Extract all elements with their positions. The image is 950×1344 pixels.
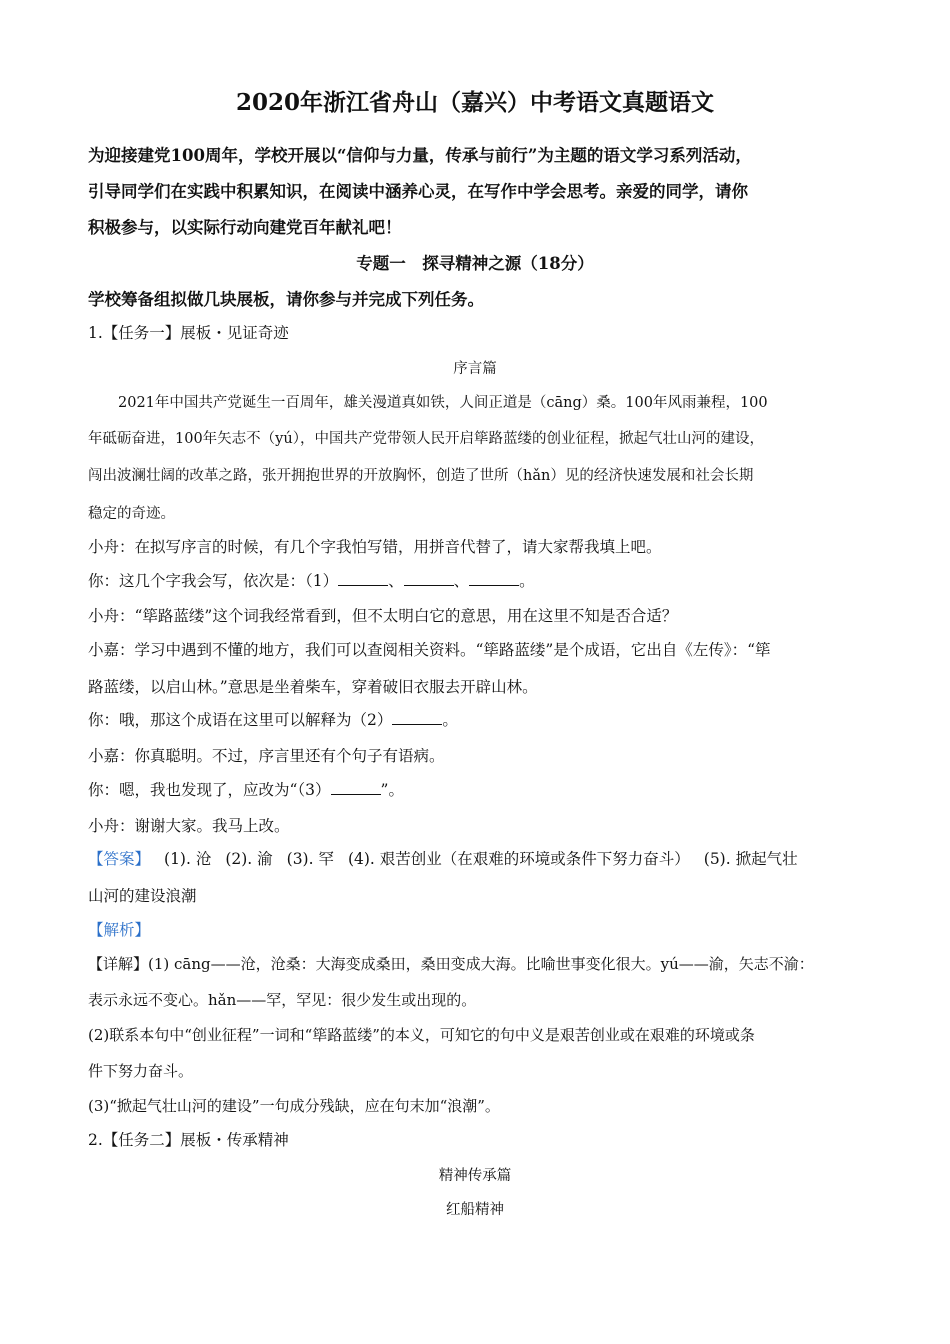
answer-blank-5[interactable] [331,780,381,795]
intro-line-3: 积极参与，以实际行动向建党百年献礼吧！ [88,218,402,237]
dialog-line-6-text: 你：哦，那这个成语在这里可以解释为（2） [88,711,393,729]
line-end-period: 。 [519,572,535,590]
page-title: 2020年浙江省舟山（嘉兴）中考语文真题语文 [235,89,714,116]
dialog-line-6 [88,710,458,730]
dialog-line-3: 小舟：“筚路蓝缕”这个词我经常看到，但不太明白它的意思，用在这里不知是否合适？ [88,607,678,625]
detail-line-1: 【详解】(1) cāng——沧，沧桑：大海变成桑田，桑田变成大海。比喻世事变化很大。yú——渝，矢志不渝： [88,955,814,973]
detail-line-2: 表示永远不变心。hǎn——罕，罕见：很少发生或出现的。 [88,991,477,1009]
answer-blank-3[interactable] [469,571,519,586]
answer-item-2: (2). 渝 [225,850,273,868]
dialog-line-1: 小舟：在拟写序言的时候，有几个字我怕写错，用拼音代替了，请大家帮我填上吧。 [88,538,662,556]
dialog-line-4: 小嘉：学习中遇到不懂的地方，我们可以查阅相关资料。“筚路蓝缕”是个成语，它出自《左传》：“筚 [88,641,771,659]
task2-passage-title: 精神传承篇 [438,1168,512,1184]
dialog-line-8 [88,780,404,800]
task1-label: 1.【任务一】展板・见证奇迹 [88,324,289,342]
line-end-period: 。 [442,711,458,729]
answer-item-5: (5). 掀起气壮 [703,850,798,868]
dialog-line-2-text: 你：这几个字我会写，依次是：（1） [88,572,339,590]
task2-label: 2.【任务二】展板・传承精神 [88,1131,289,1149]
answer-line [88,849,798,869]
intro-line-1: 为迎接建党100周年，学校开展以“信仰与力量，传承与前行”为主题的语文学习系列活动， [88,146,752,165]
detail-line-4: 件下努力奋斗。 [88,1062,194,1080]
answer-item-4: (4). 艰苦创业（在艰难的环境或条件下努力奋斗） [347,850,690,868]
dialog-line-7: 小嘉：你真聪明。不过，序言里还有个句子有语病。 [88,747,445,765]
answer-blank-1[interactable] [338,571,388,586]
analysis-tag: 【解析】 [88,921,151,939]
dialog-line-2 [88,571,535,591]
intro-line-2: 引导同学们在实践中积累知识，在阅读中涵养心灵，在写作中学会思考。亲爱的同学，请你 [88,182,748,201]
passage-title: 序言篇 [453,361,497,377]
answer-item-1: (1). 沧 [164,850,212,868]
detail-line-5: (3)“掀起气壮山河的建设”一句成分残缺，应在句末加“浪潮”。 [88,1097,500,1115]
passage-line-2: 年砥砺奋进，100年矢志不（yú），中国共产党带领人民开启筚路蓝缕的创业征程，掀起气壮山河的建设， [88,431,764,447]
task2-sub-title: 红船精神 [446,1202,504,1218]
answer-blank-4[interactable] [392,710,442,725]
answer-blank-2[interactable] [404,571,454,586]
detail-line-3: (2)联系本句中“创业征程”一词和“筚路蓝缕”的本义，可知它的句中义是艰苦创业或在艰难的环境或条 [88,1026,755,1044]
blank-separator: 、 [453,572,470,590]
section-lead: 学校筹备组拟做几块展板，请你参与并完成下列任务。 [88,290,484,309]
dialog-line-9: 小舟：谢谢大家。我马上改。 [88,817,290,835]
dialog-line-8-text: 你：嗯，我也发现了，应改为“（3） [88,781,331,799]
dialog-line-5: 路蓝缕，以启山林。”意思是坐着柴车，穿着破旧衣服去开辟山林。 [88,678,538,696]
passage-line-1: 2021年中国共产党诞生一百周年，雄关漫道真如铁，人间正道是（cāng）桑。100年风雨兼程，100 [118,395,768,411]
answer-tag: 【答案】 [88,850,151,868]
passage-line-4: 稳定的奇迹。 [88,506,175,522]
blank-separator: 、 [388,572,404,590]
dialog-line-8-end: ”。 [380,781,404,799]
answer-item-3: (3). 罕 [286,850,334,868]
section-heading: 专题一 探寻精神之源（18分） [356,254,594,273]
passage-line-3: 闯出波澜壮阔的改革之路，张开拥抱世界的开放胸怀，创造了世所（hǎn）见的经济快速发展和社会长期 [88,468,754,484]
answer-continuation: 山河的建设浪潮 [88,887,197,905]
